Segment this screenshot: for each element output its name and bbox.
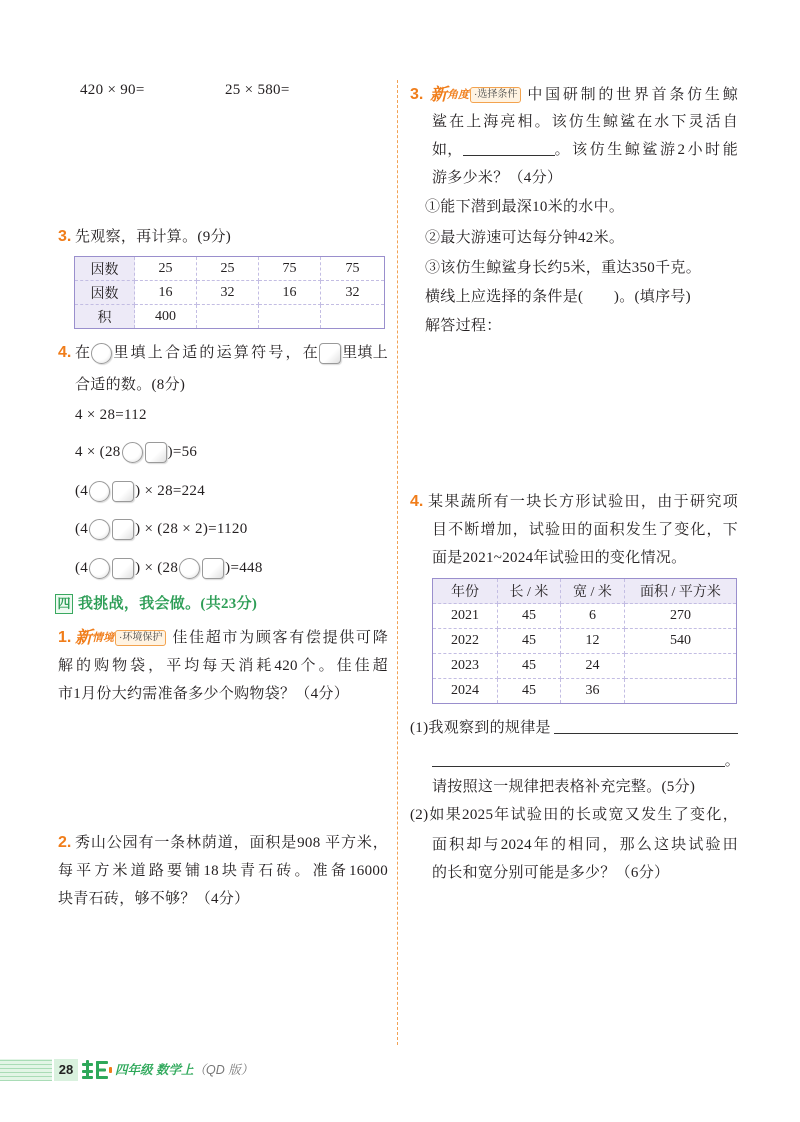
equation-1: 4 × 28=112: [75, 407, 147, 423]
question-text: 在: [75, 345, 91, 361]
equation-text: (4: [75, 521, 89, 537]
table-row: [433, 604, 737, 629]
right-question-3-line-1: [410, 84, 738, 106]
question-text: 中国研制的世界首条仿生鲸: [527, 87, 738, 103]
operator-circle-placeholder: [91, 343, 112, 364]
footer-strip: [0, 1059, 52, 1081]
option-1: ①能下潜到最深10米的水中。: [425, 199, 625, 215]
answer-blank: [463, 141, 555, 156]
operator-circle-placeholder: [89, 519, 110, 540]
equation-text: ) × (28 × 2)=1120: [135, 521, 248, 537]
column-header: 长 / 米: [498, 579, 561, 604]
question-text: 目不断增加，试验田的面积发生了变化，下: [432, 522, 738, 538]
equation-2: [75, 441, 197, 463]
table-cell: 75: [321, 257, 385, 281]
table-row: [75, 305, 385, 329]
question-text: 里填上: [342, 345, 388, 361]
question-text: 某果蔬所有一块长方形试验田，由于研究项: [428, 494, 738, 510]
operator-circle-placeholder: [122, 442, 143, 463]
table-header-row: [433, 579, 737, 604]
question-4-line-1: [58, 342, 388, 364]
table-cell: 36: [561, 679, 625, 704]
badge-new: 新: [75, 628, 92, 647]
table-cell: 12: [561, 629, 625, 654]
answer-line: [554, 719, 738, 734]
question-3-heading: [58, 226, 231, 248]
equation-5: [75, 557, 263, 579]
equation-text: 4 × (28: [75, 444, 121, 460]
table-cell: [321, 305, 385, 329]
new-angle-badge: [430, 84, 521, 106]
question-2-line-1: [58, 832, 388, 854]
table-cell: 2021: [433, 604, 498, 629]
edition: （QD 版）: [193, 1063, 254, 1077]
row-header: 因数: [75, 281, 135, 305]
operator-circle-placeholder: [89, 558, 110, 579]
factor-product-table: [74, 256, 385, 329]
question-4-line-2: 合适的数。(8分): [75, 377, 186, 393]
badge-new: 新: [430, 85, 447, 104]
table-cell: 25: [135, 257, 197, 281]
equation-text: ) × 28=224: [135, 483, 206, 499]
table-cell: [625, 679, 737, 704]
right-question-4-line-2: [432, 519, 738, 541]
table-cell: 400: [135, 305, 197, 329]
question-text: 秀山公园有一条林荫道，面积是908 平方米，: [75, 835, 388, 851]
equation-text: (4: [75, 560, 89, 576]
question-text: 佳佳超市为顾客有偿提供可降: [172, 630, 388, 646]
table-cell: [197, 305, 259, 329]
number-box-placeholder: [319, 343, 341, 364]
number-box-placeholder: [202, 558, 224, 579]
table-cell: 45: [498, 604, 561, 629]
number-box-placeholder: [145, 442, 167, 463]
question-number: 2.: [58, 834, 72, 851]
table-cell: [625, 654, 737, 679]
footer-book-title: [115, 1059, 253, 1081]
row-header: 积: [75, 305, 135, 329]
row-header: 因数: [75, 257, 135, 281]
sub-question-end: 。: [724, 753, 740, 769]
right-question-4-line-3: 面是2021~2024年试验田的变化情况。: [432, 550, 687, 566]
badge-type: 角度: [447, 89, 469, 101]
operator-circle-placeholder: [89, 481, 110, 502]
table-cell: 24: [561, 654, 625, 679]
table-cell: 25: [197, 257, 259, 281]
badge-tag: ·选择条件: [470, 87, 521, 103]
grade-subject: 四年级 数学上: [115, 1063, 194, 1077]
option-3: ③该仿生鲸鲨身长约5米，重达350千克。: [425, 260, 702, 276]
choose-condition-prompt: 横线上应选择的条件是( )。(填序号): [425, 289, 691, 305]
equation-text: (4: [75, 483, 89, 499]
table-cell: 270: [625, 604, 737, 629]
table-cell: 16: [259, 281, 321, 305]
right-question-3-line-4: 游多少米？（4分）: [432, 170, 563, 186]
table-cell: 540: [625, 629, 737, 654]
column-header: 宽 / 米: [561, 579, 625, 604]
new-context-badge: [75, 627, 166, 649]
question-text: 面积却与2024年的相同，那么这块试验田: [432, 837, 738, 853]
sub-question-2-line-2: [432, 834, 738, 856]
badge-tag: ·环境保护: [115, 630, 166, 646]
option-2: ②最大游速可达每分钟42米。: [425, 230, 625, 246]
question-text: 先观察，再计算。(9分): [75, 229, 232, 245]
sub-question-1-instruction: 请按照这一规律把表格补充完整。(5分): [432, 779, 696, 795]
section-title: 我挑战，我会做。(共23分): [78, 596, 258, 612]
right-question-3-line-3: [432, 139, 738, 161]
right-question-3-line-2: [432, 111, 738, 133]
table-cell: 45: [498, 654, 561, 679]
question-number: 1.: [58, 629, 72, 646]
table-cell: 2023: [433, 654, 498, 679]
question-number: 4.: [410, 493, 424, 510]
sub-question-1-line-1: [410, 717, 738, 739]
field-area-table: [432, 578, 737, 704]
table-cell: 45: [498, 679, 561, 704]
table-cell: 32: [197, 281, 259, 305]
question-number: 3.: [410, 86, 424, 103]
table-row: [433, 679, 737, 704]
calc-expression: 420 × 90=: [80, 82, 145, 98]
table-cell: 6: [561, 604, 625, 629]
equation-text: ) × (28: [135, 560, 179, 576]
answer-line: [432, 752, 725, 767]
question-text: (2)如果2025年试验田的长或宽又发生了变化，: [410, 807, 738, 823]
question-text: 解的购物袋，平均每天消耗420个。佳佳超: [58, 658, 388, 674]
table-cell: 2022: [433, 629, 498, 654]
table-cell: 2024: [433, 679, 498, 704]
question-2-line-2: [58, 860, 388, 882]
number-box-placeholder: [112, 558, 134, 579]
sub-question-2-line-3: 的长和宽分别可能是多少？（6分）: [432, 865, 670, 881]
column-header: 年份: [433, 579, 498, 604]
equation-3: [75, 480, 205, 502]
table-row: [433, 629, 737, 654]
question-text: 鲨在上海亮相。该仿生鲸鲨在水下灵活自: [432, 114, 738, 130]
question-text: 如，: [432, 142, 463, 158]
question-text: 每平方米道路要铺18块青石砖。准备16000: [58, 863, 388, 879]
equation-text: )=56: [167, 444, 198, 460]
question-1-line-3: 市1月份大约需准备多少个购物袋？（4分）: [58, 686, 350, 702]
sub-question-2-line-1: [410, 804, 738, 826]
table-cell: 75: [259, 257, 321, 281]
equation-4: [75, 518, 248, 540]
series-logo-icon: [81, 1059, 113, 1081]
question-text: 。该仿生鲸鲨游2小时能: [554, 142, 738, 158]
table-cell: 32: [321, 281, 385, 305]
question-1-line-2: [58, 655, 388, 677]
sub-question-1-line-2: [432, 750, 740, 772]
question-2-line-3: 块青石砖，够不够？（4分）: [58, 891, 250, 907]
question-1-line-1: [58, 627, 388, 649]
question-number: 4.: [58, 344, 72, 361]
table-cell: 45: [498, 629, 561, 654]
question-number: 3.: [58, 228, 72, 245]
section-number: 四: [55, 594, 73, 614]
sub-question-label: (1)我观察到的规律是: [410, 720, 551, 736]
page-number: 28: [54, 1059, 78, 1081]
table-cell: 16: [135, 281, 197, 305]
operator-circle-placeholder: [179, 558, 200, 579]
table-cell: [259, 305, 321, 329]
question-text: 里填上合适的运算符号，在: [113, 345, 319, 361]
right-question-4-line-1: [410, 491, 738, 513]
badge-type: 情境: [92, 632, 114, 644]
table-row: [75, 281, 385, 305]
number-box-placeholder: [112, 481, 134, 502]
column-divider: [397, 80, 398, 1045]
section-header: [55, 593, 257, 615]
equation-text: )=448: [225, 560, 263, 576]
number-box-placeholder: [112, 519, 134, 540]
column-header: 面积 / 平方米: [625, 579, 737, 604]
solution-label: 解答过程：: [425, 318, 502, 334]
table-row: [75, 257, 385, 281]
table-row: [433, 654, 737, 679]
calc-expression: 25 × 580=: [225, 82, 290, 98]
